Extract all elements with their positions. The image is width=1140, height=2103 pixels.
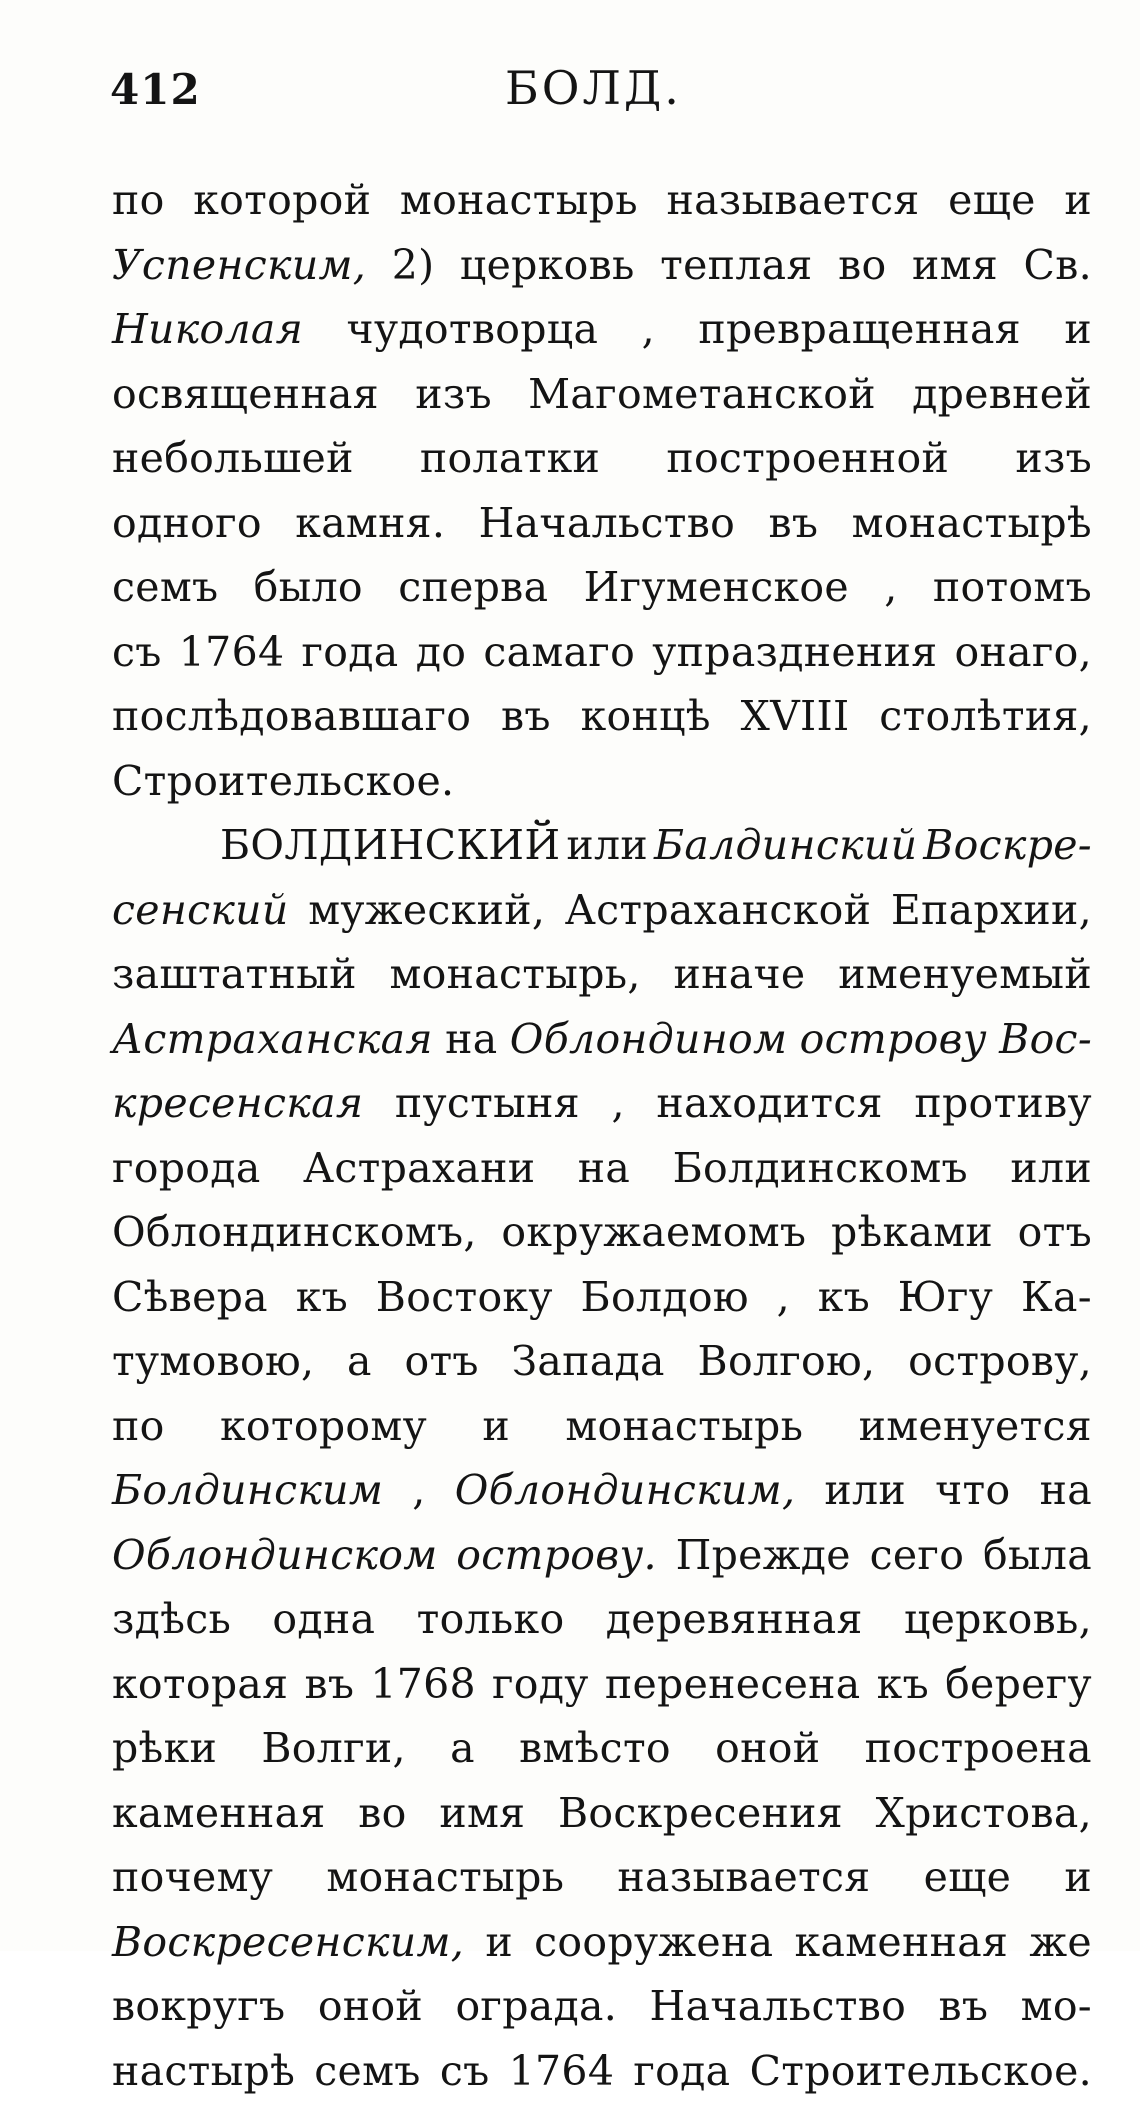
word: настырѣ (112, 2039, 295, 2103)
word: упразднения (652, 620, 937, 685)
text-line (112, 2039, 1092, 2103)
word: монастырѣ (852, 491, 1092, 556)
word: еще (948, 168, 1036, 233)
word: монастырь, (389, 942, 640, 1007)
word: на (1040, 1458, 1092, 1523)
word: одна (272, 1587, 375, 1652)
word: Игуменское (584, 555, 849, 620)
word: имя (439, 1781, 525, 1846)
word: Епархии, (891, 878, 1092, 943)
word: полатки (420, 426, 600, 491)
word: острову, (908, 1329, 1092, 1394)
word: , (412, 1458, 425, 1523)
word: построена (865, 1716, 1092, 1781)
word: каменная (795, 1910, 1009, 1975)
word: Болдою (581, 1265, 749, 1330)
word: Св. (1024, 233, 1092, 298)
word: съ (112, 620, 162, 685)
word: въ (769, 491, 819, 556)
word: монастырь (326, 1845, 564, 1910)
word: камня. (295, 491, 445, 556)
word: которому (220, 1394, 427, 1459)
word: или (1010, 1136, 1092, 1201)
word: сооружена (534, 1910, 773, 1975)
text-line (112, 1007, 1092, 1072)
word: а (347, 1329, 372, 1394)
word: которой (193, 168, 371, 233)
page-number: 412 (110, 65, 201, 114)
word: Югу (898, 1265, 993, 1330)
word: заштатный (112, 942, 357, 1007)
word: 2) (392, 233, 435, 298)
text-line (112, 1458, 1092, 1523)
word: , (777, 1265, 790, 1330)
text-line (112, 1071, 1092, 1136)
word: именуемый (838, 942, 1092, 1007)
word: была (983, 1523, 1092, 1588)
word: Начальство (650, 1974, 907, 2039)
word: Воскресенским, (112, 1910, 464, 1975)
word: ограда. (455, 1974, 617, 2039)
word: Облондином (510, 1007, 788, 1072)
word: вмѣсто (519, 1716, 671, 1781)
text-line (112, 168, 1092, 233)
running-head: БОЛД. (505, 61, 682, 115)
word: къ (818, 1265, 870, 1330)
word: Болдинским (112, 1458, 383, 1523)
word: на (578, 1136, 630, 1201)
body-text (112, 168, 1092, 2103)
word: рѣками (831, 1200, 993, 1265)
word: Прежде (676, 1523, 851, 1588)
word: древней (912, 362, 1092, 427)
word: во (838, 233, 886, 298)
word: чудотворца (347, 297, 599, 362)
word: на (445, 1007, 497, 1072)
word: Астрахани (303, 1136, 535, 1201)
text-line (112, 1652, 1092, 1717)
word: семъ (314, 2039, 420, 2103)
word: тумовою, (112, 1329, 314, 1394)
word: въ (304, 1652, 354, 1717)
word: и (1064, 297, 1092, 362)
word: освященная (112, 362, 379, 427)
word: города (112, 1136, 261, 1201)
word: Волги, (261, 1716, 406, 1781)
word: и (1064, 1845, 1092, 1910)
text-line (112, 297, 1092, 362)
word: монастырь (565, 1394, 803, 1459)
text-line (112, 1136, 1092, 1201)
word: что (935, 1458, 1010, 1523)
word: столѣтия, (879, 684, 1092, 749)
word: во (358, 1781, 406, 1846)
word: которая (112, 1652, 288, 1717)
word: перенесена (605, 1652, 861, 1717)
text-line (112, 1716, 1092, 1781)
text-line (112, 233, 1092, 298)
word: отъ (404, 1329, 478, 1394)
word: вокругъ (112, 1974, 285, 2039)
word: Астраханской (565, 878, 871, 943)
text-line (112, 942, 1092, 1007)
word: рѣки (112, 1716, 217, 1781)
word: 1768 (370, 1652, 476, 1717)
text-line (112, 1974, 1092, 2039)
word: Балдинский (654, 813, 917, 878)
word: Успенским, (112, 233, 366, 298)
word: въ (938, 1974, 988, 2039)
word: Николая (112, 297, 303, 362)
word: , (884, 555, 897, 620)
text-line (112, 620, 1092, 685)
word: деревянная (606, 1587, 863, 1652)
word: или (824, 1458, 906, 1523)
word: Астраханская (112, 1007, 433, 1072)
word: Болдинскомъ (673, 1136, 968, 1201)
word: здѣсь (112, 1587, 231, 1652)
word: острову. (456, 1523, 657, 1588)
word: и (485, 1910, 513, 1975)
word: мо- (1021, 1974, 1092, 2039)
word: концѣ (581, 684, 711, 749)
word: имя (912, 233, 998, 298)
word: одного (112, 491, 262, 556)
word: съ (440, 2039, 490, 2103)
word: церковь, (904, 1587, 1092, 1652)
word: отъ (1018, 1200, 1092, 1265)
word: было (254, 555, 363, 620)
word: , (611, 1071, 624, 1136)
word: Воскре- (923, 813, 1092, 878)
word: въ (501, 684, 551, 749)
word: пустыня (395, 1071, 580, 1136)
word: сего (870, 1523, 965, 1588)
word: Облондинскомъ, (112, 1200, 477, 1265)
word: Ка- (1021, 1265, 1092, 1330)
word: кресенская (112, 1071, 363, 1136)
word: Строительское. (750, 2039, 1092, 2103)
text-line (112, 1587, 1092, 1652)
text-line (112, 1265, 1092, 1330)
word: Вос- (999, 1007, 1092, 1072)
text-line (112, 491, 1092, 556)
word: изъ (415, 362, 492, 427)
word: Запада (512, 1329, 665, 1394)
word: монастырь (400, 168, 638, 233)
word: году (492, 1652, 589, 1717)
text-line (112, 1781, 1092, 1846)
word: къ (296, 1265, 348, 1330)
word: самаго (483, 620, 635, 685)
text-line (112, 1910, 1092, 1975)
word: семъ (112, 555, 218, 620)
word: каменная (112, 1781, 326, 1846)
word: а (450, 1716, 475, 1781)
word: Востоку (376, 1265, 553, 1330)
word: находится (656, 1071, 882, 1136)
word: Начальство (479, 491, 736, 556)
text-line (112, 878, 1092, 943)
word: оной (318, 1974, 423, 2039)
word: называется (666, 168, 919, 233)
word: или (566, 813, 648, 878)
text-line (112, 426, 1092, 491)
text-line (112, 1523, 1092, 1588)
word: превращенная (698, 297, 1021, 362)
word: потомъ (933, 555, 1092, 620)
word: оной (715, 1716, 820, 1781)
word: и (482, 1394, 510, 1459)
word: противу (914, 1071, 1092, 1136)
word: по (112, 1394, 165, 1459)
word: же (1029, 1910, 1092, 1975)
word: XVIII (741, 684, 850, 749)
word: 1764 (509, 2039, 615, 2103)
word: церковь (460, 233, 635, 298)
word: Магометанской (528, 362, 876, 427)
page-header (110, 55, 1090, 125)
word: 1764 (179, 620, 285, 685)
word: года (633, 2039, 730, 2103)
word: иначе (673, 942, 805, 1007)
word: сперва (398, 555, 548, 620)
text-line (112, 1329, 1092, 1394)
text-line (112, 1394, 1092, 1459)
text-line (112, 813, 1092, 878)
word: Облондинском (112, 1523, 438, 1588)
word: Сѣвера (112, 1265, 268, 1330)
text-line (112, 749, 1092, 814)
text-line (112, 1845, 1092, 1910)
word: сенский (112, 878, 289, 943)
word: окружаемомъ (501, 1200, 806, 1265)
word: и (1064, 168, 1092, 233)
word: Облондинским, (455, 1458, 796, 1523)
word: почему (112, 1845, 273, 1910)
word: , (642, 297, 655, 362)
word: Волгою, (698, 1329, 876, 1394)
word: года (301, 620, 398, 685)
word: построенной (666, 426, 949, 491)
word: теплая (660, 233, 812, 298)
word: до (416, 620, 467, 685)
word: Христова, (876, 1781, 1092, 1846)
word: еще (924, 1845, 1012, 1910)
text-line (112, 684, 1092, 749)
word: БОЛДИНСКИЙ (220, 813, 560, 878)
word: къ (877, 1652, 929, 1717)
word: называется (617, 1845, 870, 1910)
word: изъ (1015, 426, 1092, 491)
word: мужеский, (308, 878, 545, 943)
word: острову (800, 1007, 987, 1072)
word: именуется (859, 1394, 1092, 1459)
word: онаго, (955, 620, 1092, 685)
word: послѣдовавшаго (112, 684, 471, 749)
word: по (112, 168, 165, 233)
word: только (417, 1587, 565, 1652)
text-line (112, 555, 1092, 620)
word: Воскресения (558, 1781, 843, 1846)
text-line (112, 1200, 1092, 1265)
text-line (112, 362, 1092, 427)
word: берегу (945, 1652, 1092, 1717)
word: небольшей (112, 426, 354, 491)
word: Строительское. (112, 749, 454, 814)
